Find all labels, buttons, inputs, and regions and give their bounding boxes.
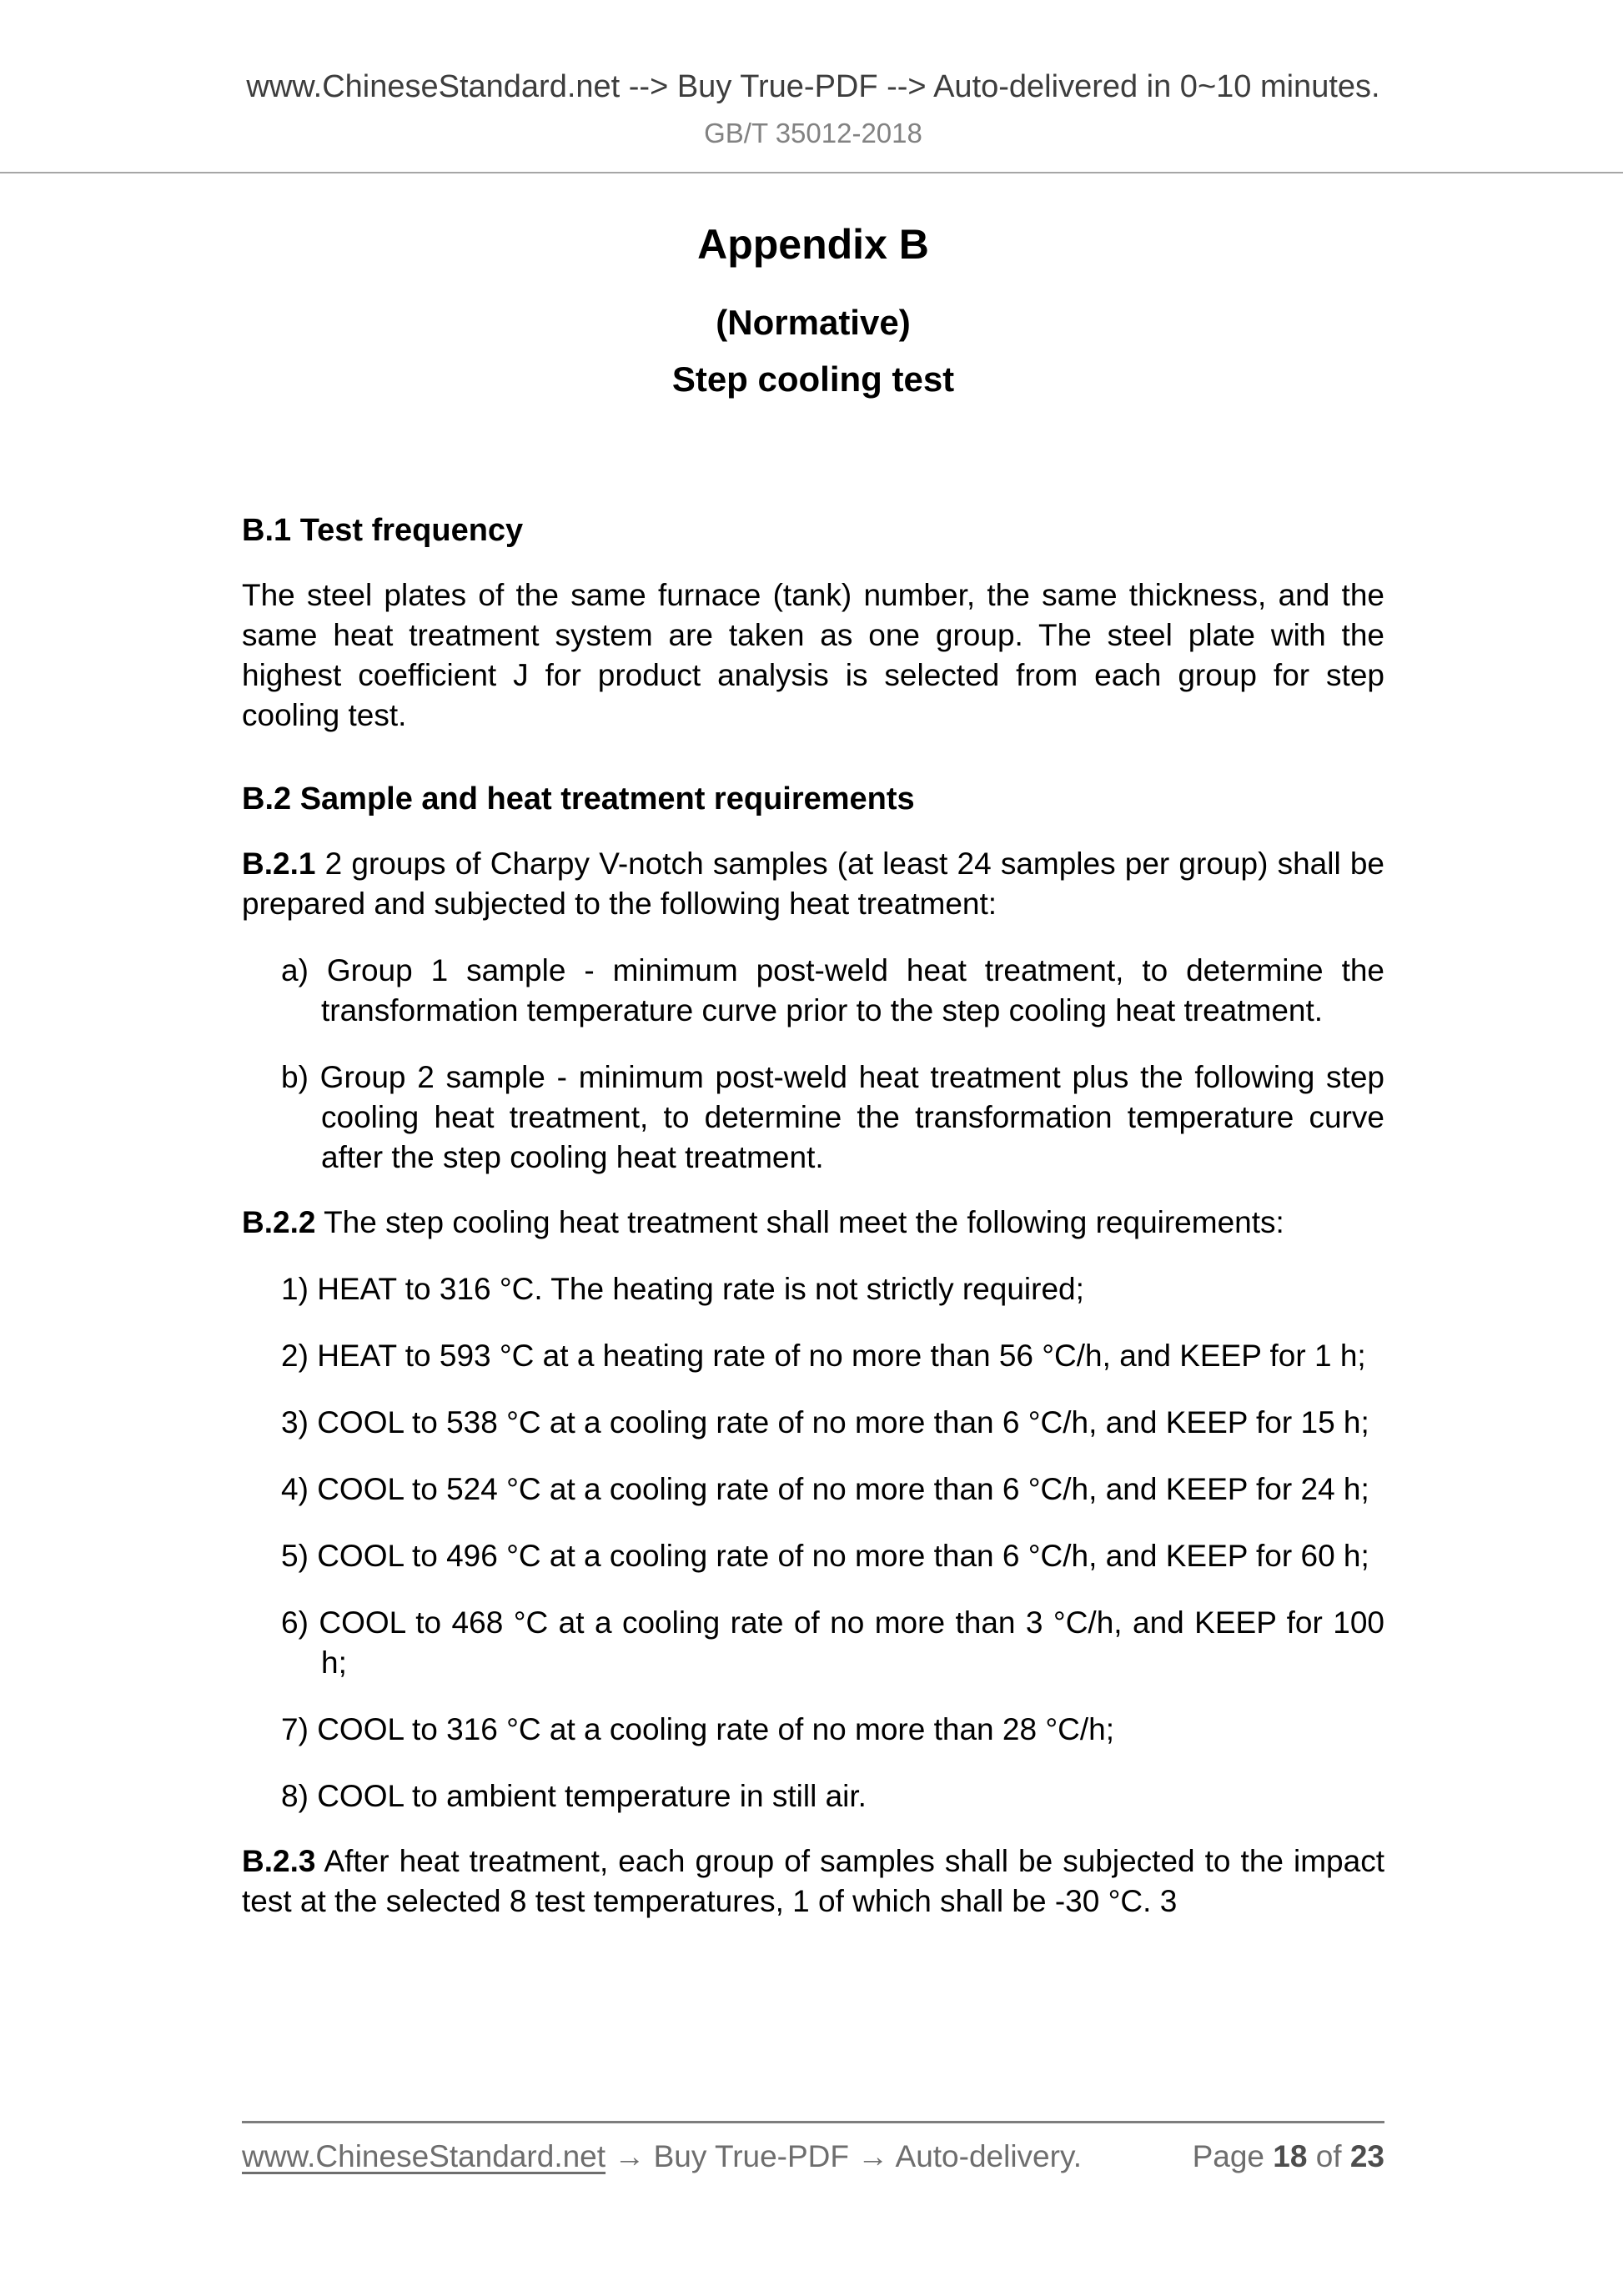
normative-subtitle: (Normative) [716, 303, 911, 342]
list-marker: 1) [281, 1272, 309, 1306]
of-label: of [1315, 2139, 1342, 2173]
page-total: 23 [1349, 2139, 1384, 2173]
list-item-a [242, 951, 1384, 1031]
clause-number: B.2.1 [242, 847, 316, 881]
list-item-step-1 [242, 1269, 1384, 1309]
list-item-step-7 [242, 1710, 1384, 1750]
footer-path: → Buy True-PDF → Auto-delivery. [605, 2139, 1082, 2173]
footer-link[interactable]: www.ChineseStandard.net [242, 2139, 606, 2173]
list-item-step-8 [242, 1776, 1384, 1816]
list-item-text: COOL to 496 °C at a cooling rate of no more than 6 °C/h, and KEEP for 60 h; [317, 1539, 1369, 1573]
page-footer [242, 2121, 1384, 2177]
list-marker: 7) [281, 1712, 309, 1746]
list-marker: 6) [281, 1605, 309, 1640]
paragraph-text: 2 groups of Charpy V-notch samples (at least 24 samples per group) shall be prepared and subjected to the following heat treatment: [242, 847, 1385, 921]
paragraph-text: The step cooling heat treatment shall meet the following requirements: [324, 1205, 1284, 1239]
list-marker: a) [281, 953, 309, 987]
paragraph-text: After heat treatment, each group of samples shall be subjected to the impact test at the selected 8 test temperatures, 1 of which shall be -30 °C. 3 [242, 1844, 1384, 1918]
doc-number: GB/T 35012-2018 [704, 118, 922, 148]
paragraph-b21 [242, 844, 1384, 924]
list-item-text: COOL to ambient temperature in still air. [317, 1779, 867, 1813]
paragraph-b23 [242, 1841, 1384, 1922]
list-item-step-6 [242, 1603, 1384, 1683]
list-item-text: HEAT to 316 °C. The heating rate is not strictly required; [317, 1272, 1084, 1306]
list-item-step-4 [242, 1470, 1384, 1510]
document-body [0, 219, 1623, 1922]
footer-left [242, 2137, 1082, 2177]
list-item-text: Group 1 sample - minimum post-weld heat treatment, to determine the transformation temperature curve prior to the step cooling heat treatment. [321, 953, 1385, 1027]
page-indicator [1193, 2137, 1384, 2177]
paragraph-b1: The steel plates of the same furnace (tank) number, the same thickness, and the same heat treatment system are taken as one group. The steel plate with the highest coefficient J for product analysis is selected from each group for step cooling test. [242, 578, 1384, 732]
list-item-step-3 [242, 1403, 1384, 1443]
list-item-step-2 [242, 1336, 1384, 1376]
section-heading-b2: B.2 Sample and heat treatment requirements [242, 781, 915, 816]
clause-number: B.2.3 [242, 1844, 316, 1878]
list-item-text: HEAT to 593 °C at a heating rate of no more than 56 °C/h, and KEEP for 1 h; [317, 1339, 1366, 1373]
list-marker: b) [281, 1060, 309, 1094]
list-item-text: COOL to 316 °C at a cooling rate of no more than 28 °C/h; [317, 1712, 1114, 1746]
list-item-text: Group 2 sample - minimum post-weld heat treatment plus the following step cooling heat treatment, to determine the transformation temperature curve after the step cooling heat treatment. [319, 1060, 1384, 1174]
list-item-text: COOL to 524 °C at a cooling rate of no more than 6 °C/h, and KEEP for 24 h; [317, 1472, 1369, 1506]
list-item-text: COOL to 538 °C at a cooling rate of no more than 6 °C/h, and KEEP for 15 h; [317, 1405, 1369, 1439]
section-heading-b1: B.1 Test frequency [242, 513, 524, 548]
appendix-subject: Step cooling test [671, 359, 955, 399]
list-marker: 3) [281, 1405, 309, 1439]
list-item-b [242, 1058, 1384, 1178]
list-item-step-5 [242, 1536, 1384, 1576]
page-current: 18 [1273, 2139, 1308, 2173]
list-marker: 2) [281, 1339, 309, 1373]
paragraph-b22 [242, 1203, 1384, 1243]
page-label: Page [1192, 2139, 1264, 2173]
header-url-line: www.ChineseStandard.net --> Buy True-PDF --> Auto-delivered in 0~10 minutes. [246, 69, 1380, 104]
list-marker: 4) [281, 1472, 309, 1506]
clause-number: B.2.2 [242, 1205, 316, 1239]
list-item-text: COOL to 468 °C at a cooling rate of no more than 3 °C/h, and KEEP for 100 h; [319, 1605, 1384, 1680]
page-header [0, 0, 1623, 173]
appendix-title: Appendix B [697, 221, 929, 268]
list-marker: 5) [281, 1539, 309, 1573]
list-marker: 8) [281, 1779, 309, 1813]
